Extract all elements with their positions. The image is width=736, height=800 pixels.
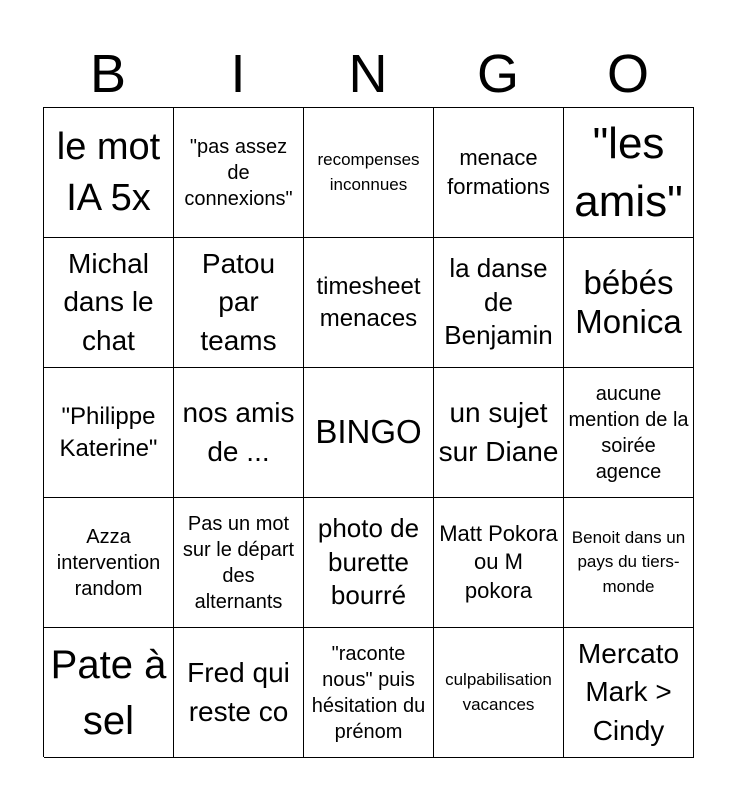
bingo-cell[interactable]: Patou par teams xyxy=(174,238,304,368)
header-letter-b: B xyxy=(89,44,127,104)
bingo-board xyxy=(43,107,694,757)
bingo-cell[interactable]: Pas un mot sur le départ des alternants xyxy=(174,498,304,628)
bingo-cell[interactable]: Pate à sel xyxy=(44,628,174,758)
bingo-cell[interactable]: la danse de Benjamin xyxy=(434,238,564,368)
bingo-cell[interactable]: Mercato Mark > Cindy xyxy=(564,628,694,758)
bingo-cell[interactable]: "pas assez de connexions" xyxy=(174,108,304,238)
bingo-cell[interactable]: culpabilisation vacances xyxy=(434,628,564,758)
bingo-cell[interactable]: aucune mention de la soirée agence xyxy=(564,368,694,498)
bingo-cell[interactable]: timesheet menaces xyxy=(304,238,434,368)
bingo-cell[interactable]: recompenses inconnues xyxy=(304,108,434,238)
bingo-cell: BINGO xyxy=(304,368,434,498)
header-letter-o: O xyxy=(606,44,649,104)
bingo-header xyxy=(43,40,693,108)
header-letter-i: I xyxy=(230,44,246,104)
bingo-cell[interactable]: Michal dans le chat xyxy=(44,238,174,368)
bingo-cell[interactable]: photo de burette bourré xyxy=(304,498,434,628)
bingo-cell[interactable]: bébés Monica xyxy=(564,238,694,368)
bingo-cell[interactable]: Fred qui reste co xyxy=(174,628,304,758)
bingo-cell[interactable]: "Philippe Katerine" xyxy=(44,368,174,498)
bingo-cell[interactable]: Matt Pokora ou M pokora xyxy=(434,498,564,628)
bingo-cell[interactable]: "les amis" xyxy=(564,108,694,238)
bingo-cell[interactable]: un sujet sur Diane xyxy=(434,368,564,498)
header-letter-g: G xyxy=(476,44,519,104)
bingo-cell[interactable]: Azza intervention random xyxy=(44,498,174,628)
bingo-cell[interactable]: "raconte nous" puis hésitation du prénom xyxy=(304,628,434,758)
header-letter-n: N xyxy=(348,44,388,104)
bingo-cell[interactable]: Benoit dans un pays du tiers-monde xyxy=(564,498,694,628)
bingo-cell[interactable]: nos amis de ... xyxy=(174,368,304,498)
bingo-cell[interactable]: menace formations xyxy=(434,108,564,238)
bingo-cell[interactable]: le mot IA 5x xyxy=(44,108,174,238)
